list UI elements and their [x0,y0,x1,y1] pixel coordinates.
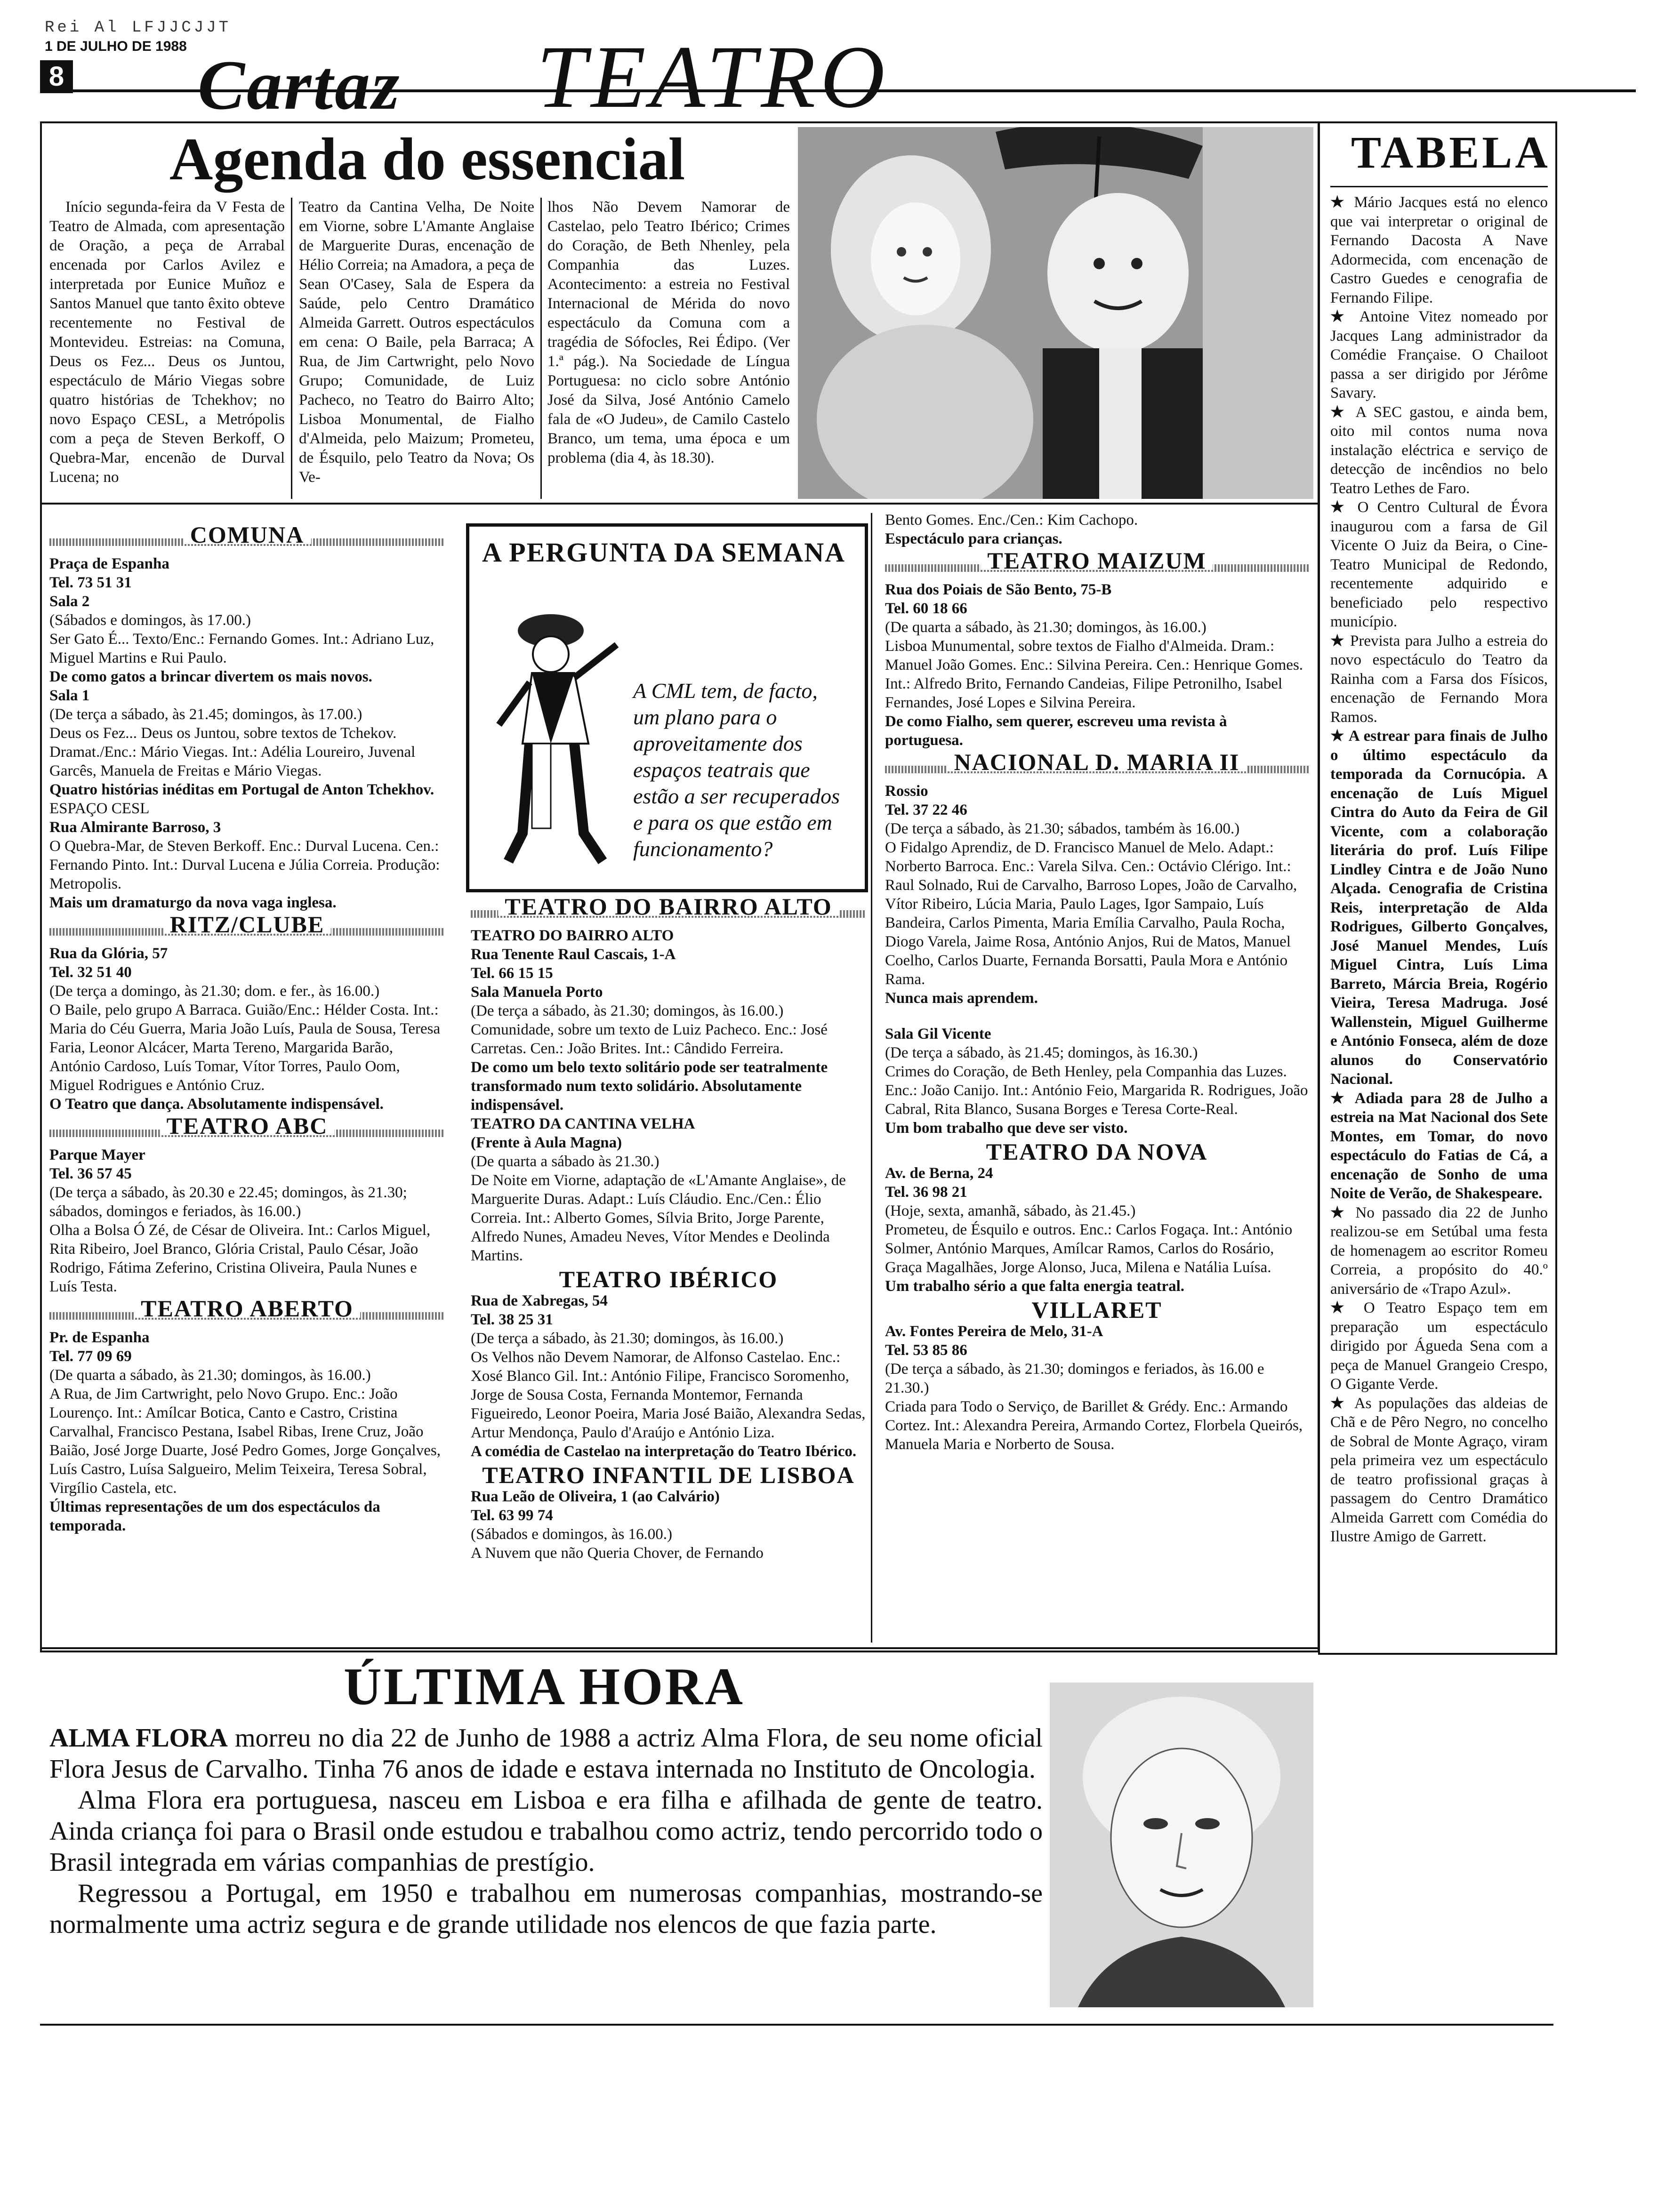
tabela-item-text: No passado dia 22 de Junho realizou-se em Setúbal uma festa de homenagem ao escritor Romeu Correia, a propósito do 40.º aniversário de «Trapo Azul». [1330,1204,1548,1298]
venue-heading-text: TEATRO MAIZUM [981,551,1213,570]
listing-line: Tel. 36 98 21 [885,1184,967,1201]
listing-line: Tel. 53 85 86 [885,1342,967,1359]
listing-line: (Sábados e domingos, às 16.00.) [471,1526,673,1543]
listing-group [885,1297,1309,1454]
listing-line: Rua de Xabregas, 54 [471,1292,608,1309]
listings-column-1 [49,522,445,1535]
tabela-item-text: Prevista para Julho a estreia do novo espectáculo do Teatro da Rainha com a Farsa dos Físicos, encenação de Fernando Mora Ramos. [1330,632,1548,726]
listing-line: (De quarta a sábado às 21.30.) [471,1153,660,1170]
listing-line: Os Velhos não Devem Namorar, de Alfonso Castelao. Enc.: Xosé Blanco Gil. Int.: António Filipe, Francisco Soromenho, Jorge de Sousa Costa, Fernanda Montemor, Fernanda Figueiredo, Leonor Poeira, Maria José Baião, Alexandra Sedas, Artur Mendonça, Paulo d'Araújo e António Liza. [471,1349,866,1441]
ultima-paragraph [49,1723,1043,1785]
listing-line: (De terça a sábado, às 20.30 e 22.45; domingos, às 21.30; sábados, domingos e feriados, às 16.00.) [49,1184,407,1220]
listing-line: ESPAÇO CESL [49,800,150,817]
star-icon: ★ [1330,728,1349,745]
venue-heading-text: RITZ/CLUBE [163,915,331,934]
listing-line: Lisboa Munumental, sobre textos de Fialho d'Almeida. Dram.: Manuel João Gomes. Enc.: Silvina Pereira. Cen.: Henrique Gomes. Int.: Alfredo Brito, Fernando Candeias, Filipe Petronilho, Isabel Fernandes, José Lopes e Silvina Pereira. [885,638,1303,711]
listing-line: Tel. 38 25 31 [471,1311,553,1328]
page-bottom-rule [40,2024,1553,2026]
star-icon: ★ [1330,1204,1356,1221]
listing-line: Criada para Todo o Serviço, de Barillet & Grédy. Enc.: Armando Cortez. Int.: Alexandra Pereira, Armando Cortez, Florbela Queirós, Manuela Maria e Norberto de Sousa. [885,1398,1303,1453]
listing-line: Tel. 36 57 45 [49,1165,132,1182]
tabela-item-text: Adiada para 28 de Julho a estreia na Mat Nacional dos Sete Montes, em Tomar, do novo espectáculo do Fatias de Cá, a encenação de Sonho de uma Noite de Verão, de Shakespeare. [1330,1090,1548,1202]
venue-heading-text: COMUNA [184,525,311,544]
masthead-brand: Cartaz [198,46,402,124]
masthead-date-line: Rei Al LFJJCJJT [45,19,232,37]
tabela-item-text: As populações das aldeias de Chã e de Pêro Negro, no concelho de Sobral de Monte Agraço, viram pela primeira vez um espectáculo de teatro profissional graças à passagem do Centro Dramático Almeida Garrett com Comédia do Ilustre Amigo de Garrett. [1330,1395,1548,1545]
listing-line: (De quarta a sábado, às 21.30; domingos, às 16.00.) [49,1367,371,1384]
venue-heading-text: NACIONAL D. MARIA II [948,753,1247,771]
star-icon: ★ [1330,632,1350,649]
agenda-column-1 [49,198,285,487]
tabela-item [1330,1298,1548,1394]
agenda-text-3: lhos Não Devem Namorar de Castelao, pelo Teatro Ibérico; Crimes do Coração, de Beth Nhenley, pela Companhia das Luzes. Acontecimento: a estreia no Festival Internacional de Mérida do novo espectáculo da Comuna com a tragédia de Sófocles, Rei Édipo. (Ver 1.ª pág.). Na Sociedade de Língua Portuguesa: no ciclo sobre António José da Silva, José António Camelo fala de «O Judeu», de Camilo Castelo Branco, um tema, uma época e um problema (dia 4, às 18.30). [547,199,790,466]
theatre-photo-illustration [798,127,1313,499]
jester-drawing [480,588,631,871]
listing-line: (De terça a domingo, às 21.30; dom. e fer., às 16.00.) [49,983,380,1000]
listing-group [49,911,445,1114]
listing-line: Tel. 32 51 40 [49,964,132,981]
venue-heading-text: TEATRO ABERTO [134,1299,360,1318]
venue-heading [885,547,1309,578]
question-title: A PERGUNTA DA SEMANA [482,537,846,568]
listing-line: De como gatos a brincar divertem os mais novos. [49,668,372,685]
venue-heading: VILLARET [1031,1297,1162,1323]
venue-heading-text: TEATRO DO BAIRRO ALTO [498,897,838,916]
listing-line: O Quebra-Mar, de Steven Berkoff. Enc.: Durval Lucena. Cen.: Fernando Pinto. Int.: Durval Lucena e Júlia Correia. Produção: Metropolis. [49,838,440,892]
tabela-item [1330,727,1548,1089]
listing-line: Olha a Bolsa Ó Zé, de César de Oliveira. Int.: Carlos Miguel, Rita Ribeiro, Joel Branco, Glória Cristal, Paulo César, João Rodrigo, Fátima Zeferino, Cristina Oliveira, Paula Nunes e Luís Testa. [49,1222,431,1295]
listing-line: Rua dos Poiais de São Bento, 75-B [885,581,1112,598]
listing-line: Bento Gomes. Enc./Cen.: Kim Cachopo. [885,512,1138,529]
listing-group [49,1295,445,1535]
venue-heading: TEATRO DA NOVA [986,1138,1208,1165]
listing-line: Um bom trabalho que deve ser visto. [885,1120,1128,1137]
tabela-item-text: O Teatro Espaço tem em preparação um espectáculo dirigido por Águeda Sena com a peça de Manuel Grangeio Crespo, O Gigante Verde. [1330,1299,1548,1393]
ultima-hora-text [49,1723,1043,1940]
listing-line: Tel. 66 15 15 [471,965,553,982]
tabela-item [1330,632,1548,727]
listing-line: Sala 2 [49,593,90,610]
listing-line: De Noite em Viorne, adaptação de «L'Amante Anglaise», de Marguerite Duras. Adapt.: Luís Cláudio. Enc./Cen.: Élio Correia. Int.: Alberto Gomes, Sílvia Brito, Jorge Parente, Alfredo Nunes, Amadeu Neves, Vítor Mendes e Deolinda Martins. [471,1172,846,1264]
listing-line: Mais um dramaturgo da nova vaga inglesa. [49,894,337,911]
listing-line: Rua Leão de Oliveira, 1 (ao Calvário) [471,1488,720,1505]
ultima-paragraph: Alma Flora era portuguesa, nasceu em Lisboa e era filha e afilhada de gente de teatro. Ainda criança foi para o Brasil onde estudou e trabalhou como actriz, tendo percorrido todo o Brasil integrada em várias companhias de prestígio. [49,1786,1043,1877]
listing-line: De como um belo texto solitário pode ser teatralmente transformado num texto solidário. Absolutamente indispensável. [471,1059,828,1114]
star-icon: ★ [1330,1090,1355,1107]
listing-line: Av. Fontes Pereira de Melo, 31-A [885,1323,1103,1340]
tabela-item-text: A estrear para finais de Julho o último espectáculo da temporada da Cornucópia. A encenação de Luís Miguel Cintra do Auto da Feira de Gil Vicente, com a colaboração literária do prof. Luís Filipe Lindley Cintra e de João Nuno Alçada. Cenografia de Cristina Reis, interpretação de Alda Rodrigues, Gilberto Gonçalves, José Manuel Mendes, Luís Miguel Cintra, Luís Lima Barreto, Márcia Breia, Rogério Vieira, Teresa Madruga. José Wallenstein, Miguel Guilherme e António Fonseca, além de doze alunos do Conservatório Nacional. [1330,728,1548,1088]
venue-heading [885,749,1309,780]
portrait-illustration [1050,1683,1313,2007]
tabela-item-text: Antoine Vitez nomeado por Jacques Lang administrador da Comédie Française. O Chailoot passa a ser dirigido por Jérôme Savary. [1330,308,1548,401]
tabela-list [1330,193,1548,1547]
listing-line: Rua Almirante Barroso, 3 [49,819,221,836]
ultima-hora-title: ÚLTIMA HORA [344,1658,745,1716]
listing-line: A comédia de Castelao na interpretação do Teatro Ibérico. [471,1443,857,1460]
star-icon: ★ [1330,194,1354,211]
venue-heading: TEATRO IBÉRICO [559,1266,778,1292]
ultima-p1: morreu no dia 22 de Junho de 1988 a actriz Alma Flora, de seu nome oficial Flora Jesus de Carvalho. Tinha 76 anos de idade e estava internada no Instituto de Oncologia. [49,1723,1043,1784]
listing-line: De como Fialho, sem querer, escreveu uma revista à portuguesa. [885,713,1227,749]
listings-column-2 [471,894,866,1563]
agenda-title: Agenda do essencial [169,126,685,192]
listing-line: Prometeu, de Ésquilo e outros. Enc.: Carlos Fogaça. Int.: António Solmer, António Marques, Amílcar Ramos, Carlos do Rosário, Graça Magalhães, Jorge Alonso, Juca, Milena e Natália Luísa. [885,1221,1293,1276]
listing-line: Tel. 60 18 66 [885,600,967,617]
listing-line: Rossio [885,783,928,800]
venue-heading [49,1113,445,1144]
listing-line: Av. de Berna, 24 [885,1165,993,1182]
listing-line: Rua Tenente Raul Cascais, 1-A [471,946,676,963]
listing-group [471,1462,866,1563]
star-icon: ★ [1330,1299,1364,1316]
listing-line: Últimas representações de um dos espectáculos da temporada. [49,1499,380,1534]
listing-group [885,749,1309,1138]
listings-column-3 [885,511,1309,1454]
section-title: TEATRO [537,28,890,127]
venue-heading [49,521,445,553]
listing-line: O Teatro que dança. Absolutamente indispensável. [49,1096,384,1113]
listing-line: Deus os Fez... Deus os Juntou, sobre textos de Tchekov. Dramat./Enc.: Mário Viegas. Int.: Adélia Loureiro, Juvenal Garcês, Manuela de Freitas e Mário Viegas. [49,725,416,779]
listing-line: Rua da Glória, 57 [49,945,168,962]
column-divider [291,198,292,499]
listing-line: Comunidade, sobre um texto de Luiz Pacheco. Enc.: José Carretas. Cen.: João Brites. Int.: Cândido Ferreira. [471,1021,828,1057]
tabela-rule [1330,186,1548,187]
listing-group [885,511,1309,548]
venue-heading [49,911,445,942]
tabela-item [1330,193,1548,307]
star-icon: ★ [1330,499,1358,516]
listing-group [471,1266,866,1461]
agenda-text-1: Início segunda-feira da V Festa de Teatro de Almada, com apresentação de Oração, a peça de Arrabal encenada por Carlos Avilez e interpretada por Eunice Muñoz e Santos Manuel que tanto êxito obteve recentemente no Festival de Montevideu. Estreias: na Comuna, Deus os Fez... Deus os Juntou, espectáculo de Mário Viegas sobre quatro histórias de Tchekhov; no novo Espaço CESL, a Metrópolis com a peça de Steven Berkoff, O Quebra-Mar, encenão de Durval Lucena; no [49,199,285,486]
star-icon: ★ [1330,403,1356,421]
listing-line: (Frente à Aula Magna) [471,1134,622,1151]
listing-line: Sala Gil Vicente [885,1026,991,1042]
listing-line: (De terça a sábado, às 21.45; domingos, às 16.30.) [885,1044,1198,1061]
listing-group [49,1113,445,1296]
tabela-item-text: Mário Jacques está no elenco que vai interpretar o original de Fernando Dacosta A Nave Adormecida, com encenação de Castro Guedes e cenografia de Fernando Filipe. [1330,194,1548,306]
agenda-text-2: Teatro da Cantina Velha, De Noite em Viorne, sobre L'Amante Anglaise de Marguerite Duras, encenação de Hélio Correia; na Amadora, a peça de Sean O'Casey, Sala de Espera da Saúde, pelo Centro Dramático Almeida Garrett. Outros espectáculos em cena: O Baile, pela Barraca; A Rua, de Jim Cartwright, pelo Novo Grupo; Comunidade, de Luiz Pacheco, no Teatro do Bairro Alto; Lisboa Monumental, de Fialho d'Almeida, pelo Maizum; Prometeu, de Ésquilo, pelo Teatro da Nova; Os Ve- [299,199,534,486]
star-icon: ★ [1330,308,1359,325]
listing-line: (Hoje, sexta, amanhã, sábado, às 21.45.) [885,1202,1136,1219]
listing-line: Tel. 77 09 69 [49,1348,132,1365]
agenda-divider [40,503,1318,505]
agenda-column-3 [547,198,790,468]
tabela-item [1330,1089,1548,1203]
listing-line: Tel. 73 51 31 [49,574,132,591]
listing-group [471,893,866,1265]
listing-line: Espectáculo para crianças. [885,530,1062,547]
masthead-date: 1 DE JULHO DE 1988 [45,39,187,54]
star-icon: ★ [1330,1395,1354,1412]
tabela-item [1330,498,1548,632]
listing-line: TEATRO DA CANTINA VELHA [471,1115,695,1132]
venue-heading [49,1295,445,1326]
tabela-item [1330,1394,1548,1547]
tabela-item [1330,307,1548,403]
listing-group [885,547,1309,750]
listing-line: A Nuvem que não Queria Chover, de Fernando [471,1545,764,1562]
tabela-item [1330,1203,1548,1299]
column-divider [540,198,542,499]
venue-heading [471,893,866,924]
tabela-title: TABELA [1351,127,1551,177]
tabela-item-text: O Centro Cultural de Évora inaugurou com a farsa de Gil Vicente O Juiz da Beira, o Cine-Teatro Municipal de Redondo, recentemente adquirido e beneficiado pelo respectivo município. [1330,499,1548,630]
listing-line: (De terça a sábado, às 21.30; domingos, às 16.00.) [471,1002,784,1019]
column-divider [871,513,872,1643]
ultima-lead-name: ALMA FLORA [49,1723,228,1753]
listing-line: Ser Gato É... Texto/Enc.: Fernando Gomes. Int.: Adriano Luz, Miguel Martins e Rui Paulo. [49,631,434,666]
listings-divider [40,1647,1318,1649]
jester-illustration [480,588,631,871]
theatre-photo [798,127,1313,499]
listing-line: (De terça a sábado, às 21.45; domingos, às 17.00.) [49,706,362,723]
venue-heading-text: TEATRO ABC [160,1116,335,1135]
listing-line: (De terça a sábado, às 21.30; sábados, também às 16.00.) [885,820,1240,837]
listing-line: Crimes do Coração, de Beth Henley, pela Companhia das Luzes. Enc.: João Canijo. Int.: António Feio, Margarida R. Rodrigues, João Cabral, Rita Blanco, Susana Borges e Teresa Corte-Real. [885,1063,1308,1118]
listing-line: Tel. 63 99 74 [471,1507,553,1524]
listing-line: Sala 1 [49,687,90,704]
listing-line: Nunca mais aprendem. [885,990,1038,1007]
listing-line: Sala Manuela Porto [471,984,603,1001]
listing-line: (De quarta a sábado, às 21.30; domingos, às 16.00.) [885,619,1207,636]
listing-line: Um trabalho sério a que falta energia teatral. [885,1278,1185,1295]
listing-line: A Rua, de Jim Cartwright, pelo Novo Grupo. Enc.: João Lourenço. Int.: Amílcar Botica, Canto e Castro, Cristina Carvalhal, Francisco Pestana, Isabel Ribas, Irene Cruz, João Baião, José Jorge Duarte, José Pedro Gomes, Jorge Gonçalves, Luís Castro, Luísa Salgueiro, Melim Teixeira, Teresa Sobral, Virgílio Castela, etc. [49,1386,441,1497]
listing-line: O Baile, pelo grupo A Barraca. Guião/Enc.: Hélder Costa. Int.: Maria do Céu Guerra, Maria João Luís, Paula de Sousa, Teresa Faria, Leonor Alcácer, Marta Tereno, Margarida Barão, António Cardoso, Luís Tomar, Vítor Torres, Paulo Oom, Miguel Rodrigues e António Cruz. [49,1002,441,1094]
listing-group [49,521,445,912]
question-text: A CML tem, de facto, um plano para o aproveitamente dos espaços teatrais que estão a ser recuperados e para os que estão em funcionamento? [633,679,840,861]
listing-line: O Fidalgo Aprendiz, de D. Francisco Manuel de Melo. Adapt.: Norberto Barroca. Enc.: Varela Silva. Cen.: Octávio Clérigo. Int.: Raul Solnado, Rui de Carvalho, Barroso Lopes, João de Carvalho, Vítor Ribeiro, Lúcia Maria, Paulo Lages, Igor Sampaio, Luís Bandeira, Carlos Pimenta, Maria Emília Carvalho, Paula Rocha, Diogo Varela, Jaime Rosa, António Anjos, Rui de Matos, Manuel Coelho, Carlos Duarte, Fernanda Borsatti, Paula Mora e António Rama. [885,839,1297,988]
venue-heading: TEATRO INFANTIL DE LISBOA [482,1462,855,1488]
page-number: 8 [40,60,73,93]
ultima-paragraph: Regressou a Portugal, em 1950 e trabalhou em numerosas companhias, mostrando-se normalmente uma actriz segura e de grande utilidade nos elencos de que fazia parte. [49,1879,1043,1939]
listing-line: (Sábados e domingos, às 17.00.) [49,612,251,629]
listing-line: (De terça a sábado, às 21.30; domingos, às 16.00.) [471,1330,784,1347]
listing-line: Praça de Espanha [49,555,169,572]
listing-group [885,1138,1309,1296]
listing-line: (De terça a sábado, às 21.30; domingos e feriados, às 16.00 e 21.30.) [885,1361,1264,1396]
listing-line: Quatro histórias inéditas em Portugal de Anton Tchekhov. [49,781,434,798]
portrait-photo [1050,1683,1313,2007]
listing-line: Pr. de Espanha [49,1329,150,1346]
tabela-item [1330,403,1548,498]
agenda-column-2 [299,198,534,487]
listing-line: Tel. 37 22 46 [885,801,967,818]
tabela-item-text: A SEC gastou, e ainda bem, oito mil contos numa nova instalação eléctrica e serviço de detecção de incêndios no belo Teatro Lethes de Faro. [1330,403,1548,497]
listing-line: TEATRO DO BAIRRO ALTO [471,927,674,944]
listing-line: Parque Mayer [49,1146,145,1163]
